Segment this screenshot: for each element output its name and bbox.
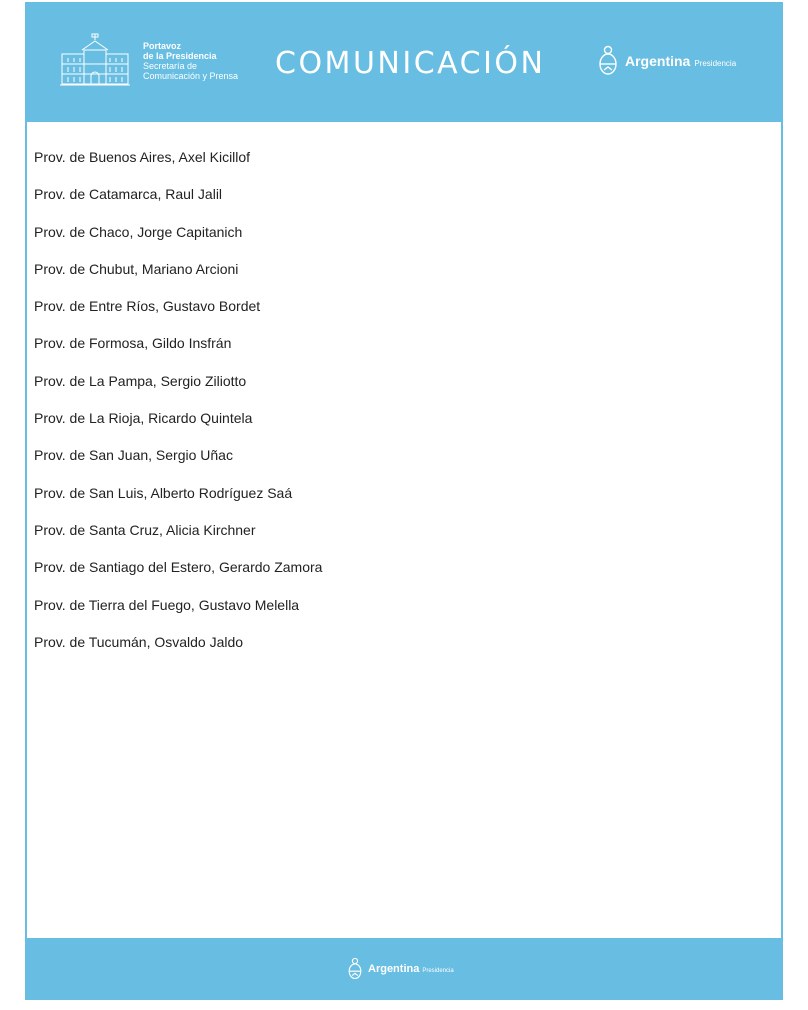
- header-banner: [27, 2, 781, 122]
- footer-banner: [27, 938, 781, 1000]
- footer-argentina-logo: [347, 956, 454, 982]
- list-item: Prov. de La Pampa, Sergio Ziliotto: [34, 372, 247, 389]
- list-item: Prov. de Chubut, Mariano Arcioni: [34, 260, 239, 277]
- list-item: Prov. de Santa Cruz, Alicia Kirchner: [34, 521, 256, 538]
- list-item: Prov. de Formosa, Gildo Insfrán: [34, 335, 232, 352]
- list-item: Prov. de Catamarca, Raul Jalil: [34, 186, 223, 203]
- list-item: Prov. de Entre Ríos, Gustavo Bordet: [34, 298, 261, 315]
- brand-line-2: de la Presidencia: [143, 51, 217, 61]
- header-logo-sub: Presidencia: [694, 58, 737, 68]
- list-item: Prov. de Santiago del Estero, Gerardo Zamora: [34, 559, 323, 576]
- list-item: Prov. de Chaco, Jorge Capitanich: [34, 223, 243, 240]
- list-item: Prov. de La Rioja, Ricardo Quintela: [34, 410, 253, 427]
- list-item: Prov. de San Juan, Sergio Uñac: [34, 447, 233, 464]
- footer-logo-sub: Presidencia: [422, 967, 454, 974]
- coat-of-arms-icon: [347, 956, 363, 982]
- header-title: COMUNICACIÓN: [275, 46, 546, 81]
- footer-logo-name: Argentina: [368, 963, 420, 975]
- brand-line-1: Portavoz: [143, 41, 182, 51]
- header-argentina-logo: [597, 44, 736, 78]
- document-page: [25, 2, 783, 1000]
- coat-of-arms-icon: [597, 44, 619, 78]
- list-item: Prov. de Tucumán, Osvaldo Jaldo: [34, 633, 244, 650]
- governors-list: [34, 147, 322, 669]
- list-item: Prov. de Tierra del Fuego, Gustavo Melella: [34, 596, 300, 613]
- brand-line-3: Secretaría de: [143, 61, 198, 71]
- casa-rosada-building-icon: [60, 32, 130, 88]
- list-item: Prov. de Buenos Aires, Axel Kicillof: [34, 149, 251, 165]
- header-brand: [143, 41, 238, 81]
- header-logo-name: Argentina: [625, 53, 691, 69]
- list-item: Prov. de San Luis, Alberto Rodríguez Saá: [34, 484, 293, 501]
- brand-line-4: Comunicación y Prensa: [143, 71, 239, 81]
